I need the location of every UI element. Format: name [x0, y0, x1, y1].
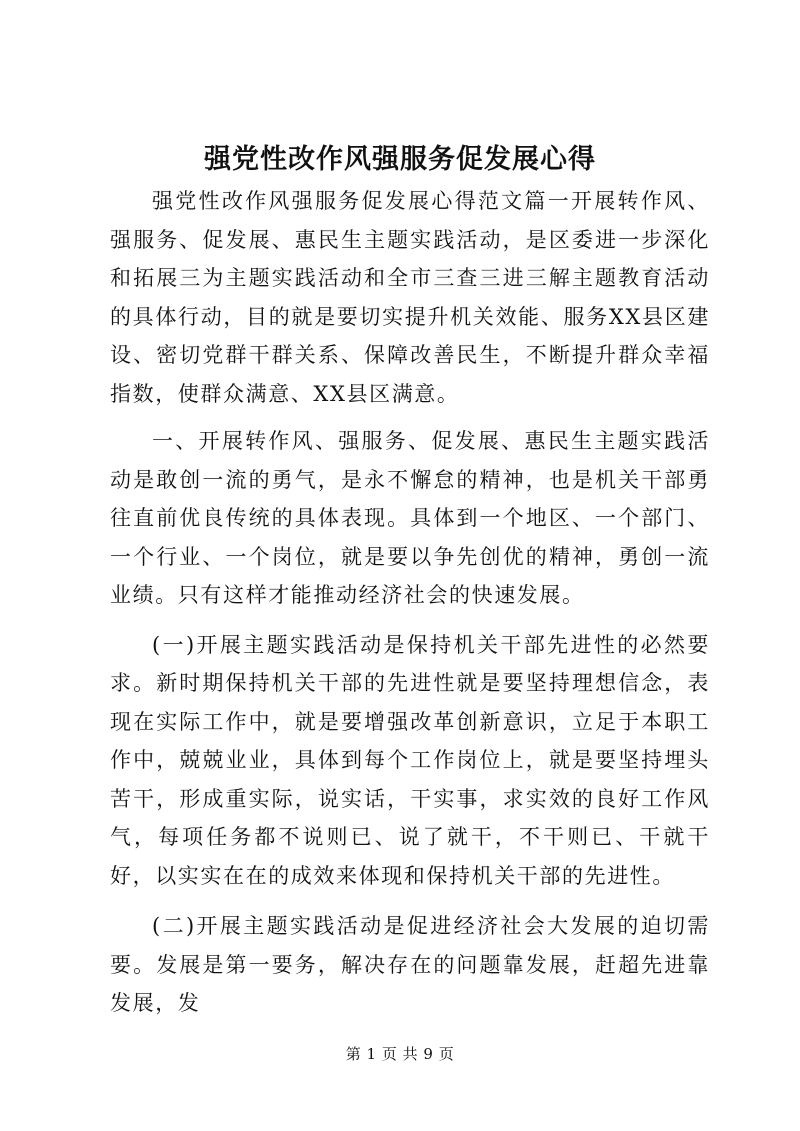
document-title: 强党性改作风强服务促发展心得: [204, 144, 596, 175]
document-body: [110, 182, 710, 1023]
paragraph: 强党性改作风强服务促发展心得范文篇一开展转作风、强服务、促发展、惠民生主题实践活动，是区委进一步深化和拓展三为主题实践活动和全市三查三进三解主题教育活动的具体行动，目的就是要切实提升机关效能、服务XX县区建设、密切党群干群关系、保障改善民生，不断提升群众幸福指数，使群众满意、XX县区满意。: [110, 189, 710, 406]
page-footer: 第 1 页 共 9 页: [345, 1045, 455, 1063]
paragraph: (二)开展主题实践活动是促进经济社会大发展的迫切需要。发展是第一要务，解决存在的问题靠发展，赶超先进靠发展，发: [110, 914, 710, 1015]
paragraph: (一)开展主题实践活动是保持机关干部先进性的必然要求。新时期保持机关干部的先进性就是要坚持理想信念，表现在实际工作中，就是要增强改革创新意识，立足于本职工作中，兢兢业业，具体到每个工作岗位上，就是要坚持埋头苦干，形成重实际，说实话，干实事，求实效的良好工作风气，每项任务都不说则已、说了就干，不干则已、干就干好，以实实在在的成效来体现和保持机关干部的先进性。: [110, 632, 710, 888]
paragraph: 一、开展转作风、强服务、促发展、惠民生主题实践活动是敢创一流的勇气，是永不懈怠的精神，也是机关干部勇往直前优良传统的具体表现。具体到一个地区、一个部门、一个行业、一个岗位，就是要以争先创优的精神，勇创一流业绩。只有这样才能推动经济社会的快速发展。: [110, 429, 710, 607]
